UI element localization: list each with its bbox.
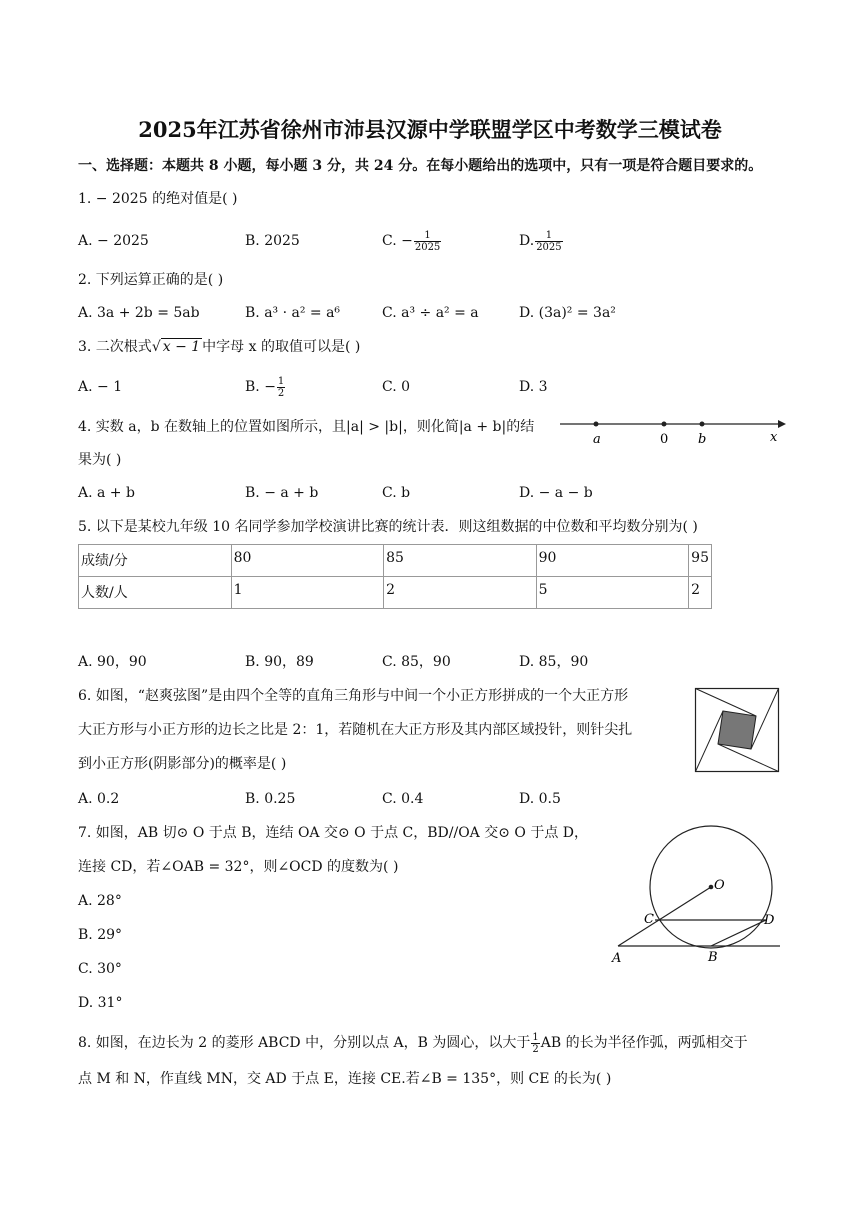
q6-option-b[interactable]: B. 0.25: [245, 791, 296, 807]
axis-arrow-icon: [778, 420, 786, 428]
q5-option-a[interactable]: A. 90，90: [78, 654, 147, 670]
center-point: [709, 885, 714, 890]
q1-option-d[interactable]: [519, 224, 564, 258]
question-6-stem-line3: 到小正方形(阴影部分)的概率是( ): [78, 756, 287, 772]
q1-d-denominator: 2025: [536, 241, 562, 253]
q3-option-b[interactable]: [245, 370, 286, 404]
question-1-stem: 1. − 2025 的绝对值是( ): [78, 191, 238, 207]
table-row: [79, 577, 712, 609]
q6-option-d[interactable]: D. 0.5: [519, 791, 561, 807]
q3-option-d[interactable]: D. 3: [519, 379, 548, 395]
q3-stem-prefix: 3. 二次根式: [78, 339, 152, 355]
q1-option-c[interactable]: [382, 224, 442, 258]
section-heading: 一、选择题：本题共 8 小题，每小题 3 分，共 24 分。在每小题给出的选项中，只有一项是符合题目要求的。: [78, 158, 763, 174]
table-cell: 85: [384, 545, 537, 577]
q7-option-b[interactable]: B. 29°: [78, 927, 123, 943]
question-2-stem: 2. 下列运算正确的是( ): [78, 272, 224, 288]
point-a: [594, 422, 599, 427]
q1-option-a[interactable]: A. − 2025: [78, 233, 149, 249]
question-7-stem-line2: 连接 CD，若∠OAB = 32°，则∠OCD 的度数为( ): [78, 859, 399, 875]
table-cell: 80: [231, 545, 384, 577]
q8-half-denominator: 2: [532, 1043, 539, 1055]
label-d: D: [764, 913, 775, 928]
table-cell: 成绩/分: [79, 545, 232, 577]
table-cell: 95: [689, 545, 712, 577]
question-8-stem-line2: 点 M 和 N，作直线 MN，交 AD 于点 E，连接 CE.若∠B = 135°，则 CE 的长为( ): [78, 1071, 612, 1087]
label-b: b: [698, 432, 707, 447]
page-title: 2025年江苏省徐州市沛县汉源中学联盟学区中考数学三模试卷: [138, 117, 722, 142]
question-5-stem: 5. 以下是某校九年级 10 名同学参加学校演讲比赛的统计表．则这组数据的中位数和平均数分别为( ): [78, 519, 698, 535]
table-cell: 人数/人: [79, 577, 232, 609]
question-3-stem: [78, 337, 360, 357]
sqrt-sign: √: [151, 339, 161, 355]
q1-option-b[interactable]: B. 2025: [245, 233, 300, 249]
point-zero: [662, 422, 667, 427]
q3-option-a[interactable]: A. − 1: [78, 379, 123, 395]
q8-stem-prefix: 8. 如图，在边长为 2 的菱形 ABCD 中，分别以点 A，B 为圆心，以大于: [78, 1035, 531, 1051]
q4-option-a[interactable]: A. a + b: [78, 485, 135, 501]
table-cell: 90: [536, 545, 689, 577]
q6-option-c[interactable]: C. 0.4: [382, 791, 424, 807]
q1-option-c-prefix: C. −: [382, 233, 413, 249]
zhao-shuang-diagram: [695, 688, 779, 772]
label-zero: 0: [660, 432, 669, 447]
q8-half-fraction: [531, 1032, 539, 1055]
question-6-stem-line1: 6. 如图，“赵爽弦图”是由四个全等的直角三角形与中间一个小正方形拼成的一个大正方形: [78, 688, 629, 704]
q2-option-a[interactable]: A. 3a + 2b = 5ab: [78, 305, 200, 321]
score-table: [78, 544, 712, 609]
segment-oa: [618, 887, 711, 946]
question-4-stem-line1: 4. 实数 a，b 在数轴上的位置如图所示，且|a| > |b|，则化简|a + b|的结: [78, 419, 535, 435]
q1-c-denominator: 2025: [414, 241, 441, 253]
q7-option-c[interactable]: C. 30°: [78, 961, 122, 977]
q6-option-a[interactable]: A. 0.2: [78, 791, 120, 807]
point-b: [700, 422, 705, 427]
label-x: x: [770, 430, 778, 445]
q7-option-a[interactable]: A. 28°: [78, 893, 122, 909]
question-6-stem-line2: 大正方形与小正方形的边长之比是 2：1，若随机在大正方形及其内部区域投针，则针尖扎: [78, 722, 633, 738]
q1-option-c-fraction: [414, 230, 441, 253]
q3-option-b-prefix: B. −: [245, 379, 276, 395]
q3-b-denominator: 2: [277, 387, 285, 399]
q2-option-c[interactable]: C. a³ ÷ a² = a: [382, 305, 479, 321]
question-4-stem-line2: 果为( ): [78, 452, 122, 468]
label-a: A: [612, 951, 622, 966]
q3-stem-suffix: 中字母 x 的取值可以是( ): [202, 339, 361, 355]
q3-b-numerator: 1: [277, 375, 285, 387]
q1-option-d-prefix: D.: [519, 233, 535, 249]
q4-option-b[interactable]: B. − a + b: [245, 485, 319, 501]
q5-option-d[interactable]: D. 85，90: [519, 654, 589, 670]
question-8-stem-line1: [78, 1026, 748, 1060]
q2-option-d[interactable]: D. (3a)² = 3a²: [519, 305, 616, 321]
circle-tangent-figure: [608, 822, 783, 967]
q3-radicand: x − 1: [162, 339, 201, 355]
q4-option-d[interactable]: D. − a − b: [519, 485, 593, 501]
q8-stem-suffix: AB 的长为半径作弧，两弧相交于: [540, 1035, 748, 1051]
q5-option-c[interactable]: C. 85，90: [382, 654, 451, 670]
label-c: C: [644, 912, 654, 927]
table-cell: 1: [231, 577, 384, 609]
table-cell: 2: [384, 577, 537, 609]
q7-option-d[interactable]: D. 31°: [78, 995, 123, 1011]
q3-option-c[interactable]: C. 0: [382, 379, 411, 395]
table-row: [79, 545, 712, 577]
question-7-stem-line1: 7. 如图，AB 切⊙ O 于点 B，连结 OA 交⊙ O 于点 C，BD//OA 交⊙ O 于点 D，: [78, 825, 589, 841]
q2-option-b[interactable]: B. a³ · a² = a⁶: [245, 305, 341, 321]
q1-c-numerator: 1: [414, 230, 441, 242]
q1-option-d-fraction: [535, 230, 562, 253]
table-cell: 2: [689, 577, 712, 609]
label-a: a: [593, 432, 601, 447]
q4-option-c[interactable]: C. b: [382, 485, 411, 501]
inner-square-shaded: [718, 711, 756, 749]
label-o: O: [714, 878, 725, 893]
q8-half-numerator: 1: [532, 1031, 539, 1043]
number-line-figure: [556, 412, 786, 452]
q5-option-b[interactable]: B. 90，89: [245, 654, 314, 670]
q3-option-b-fraction: [277, 376, 285, 399]
table-cell: 5: [536, 577, 689, 609]
q1-d-numerator: 1: [535, 230, 562, 242]
label-b: B: [708, 950, 718, 965]
